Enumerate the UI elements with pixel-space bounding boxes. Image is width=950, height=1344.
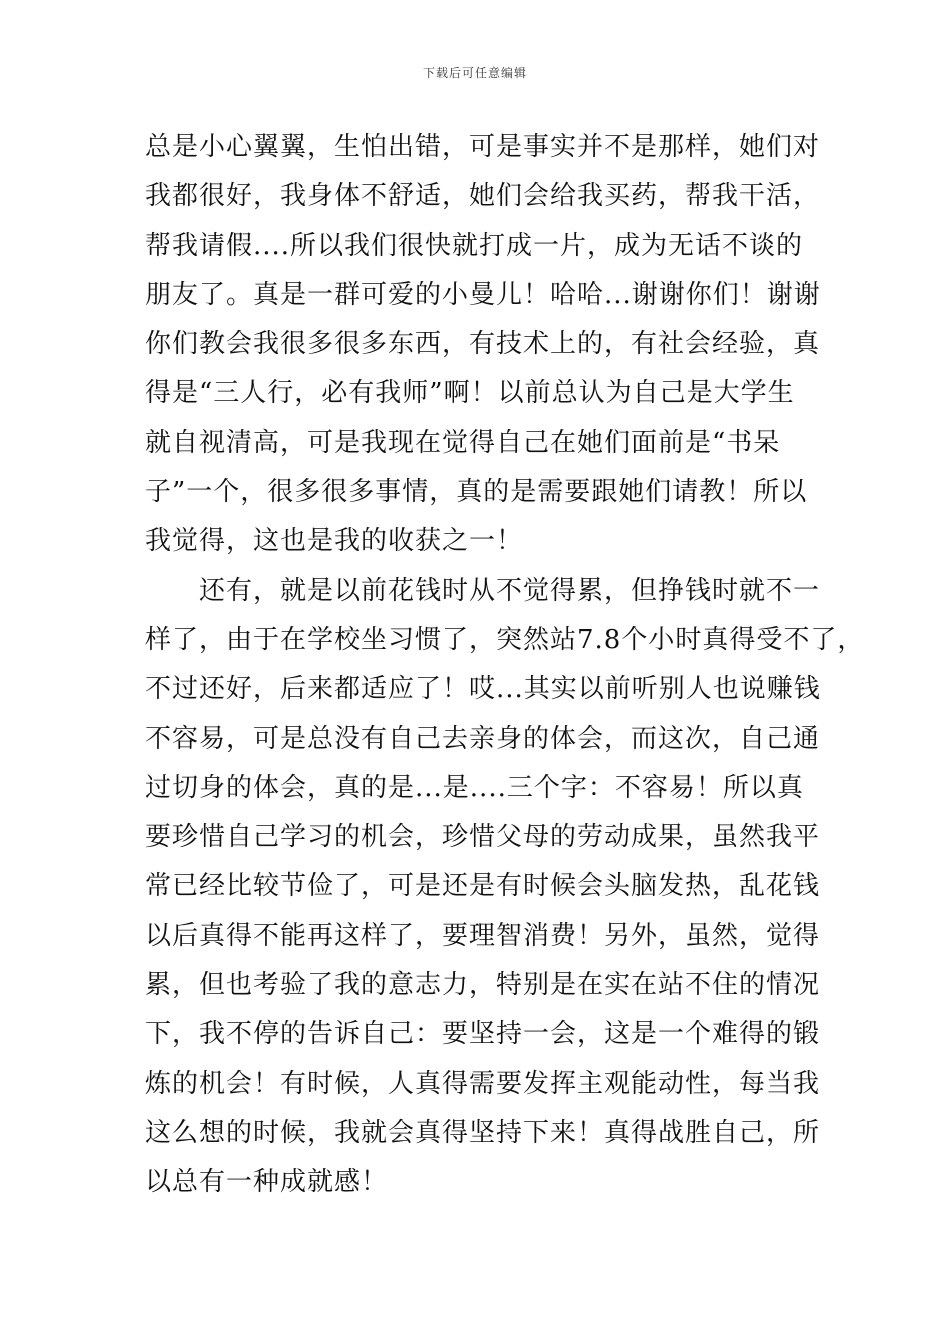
text-line: 不容易，可是总没有自己去亲身的体会，而这次，自己通 (145, 723, 821, 754)
text-line: 这么想的时候，我就会真得坚持下来！真得战胜自己，所 (145, 1117, 821, 1148)
text-line: 总是小心翼翼，生怕出错，可是事实并不是那样，她们对 (145, 132, 821, 162)
text-line: 朋友了。真是一群可爱的小曼儿！哈哈...谢谢你们！谢谢 (145, 279, 821, 310)
text-line: 以总有一种成就感！ (145, 1167, 389, 1198)
text-line: 我都很好，我身体不舒适，她们会给我买药，帮我干活， (145, 181, 821, 212)
text-line: 过切身的体会，真的是...是....三个字：不容易！所以真 (145, 772, 804, 803)
text-line: 你们教会我很多很多东西，有技术上的，有社会经验，真 (145, 329, 821, 360)
text-line: 以后真得不能再这样了，要理智消费！另外，虽然，觉得 (145, 920, 821, 951)
text-line: 帮我请假....所以我们很快就打成一片，成为无话不谈的 (145, 230, 804, 261)
body-text (145, 123, 865, 1208)
text-line: 要珍惜自己学习的机会，珍惜父母的劳动成果，虽然我平 (145, 822, 821, 853)
text-line: 还有，就是以前花钱时从不觉得累，但挣钱时就不一 (145, 575, 821, 606)
text-line: 样了，由于在学校坐习惯了，突然站7.8个小时真得受不了， (145, 624, 865, 655)
page-header: 下载后可任意编辑 (422, 66, 527, 80)
text-line: 就自视清高，可是我现在觉得自己在她们面前是“书呆 (145, 427, 781, 458)
text-line: 我觉得，这也是我的收获之一！ (145, 526, 524, 557)
text-line: 累，但也考验了我的意志力，特别是在实在站不住的情况 (145, 970, 821, 1001)
text-line: 炼的机会！有时候，人真得需要发挥主观能动性，每当我 (145, 1068, 821, 1099)
text-line: 得是“三人行，必有我师”啊！以前总认为自己是大学生 (145, 378, 795, 409)
text-line: 子”一个，很多很多事情，真的是需要跟她们请教！所以 (145, 477, 808, 508)
text-line: 下，我不停的告诉自己：要坚持一会，这是一个难得的锻 (145, 1019, 821, 1050)
text-line: 常已经比较节俭了，可是还是有时候会头脑发热，乱花钱 (145, 871, 821, 902)
text-line: 不过还好，后来都适应了！哎...其实以前听别人也说赚钱 (145, 674, 821, 705)
